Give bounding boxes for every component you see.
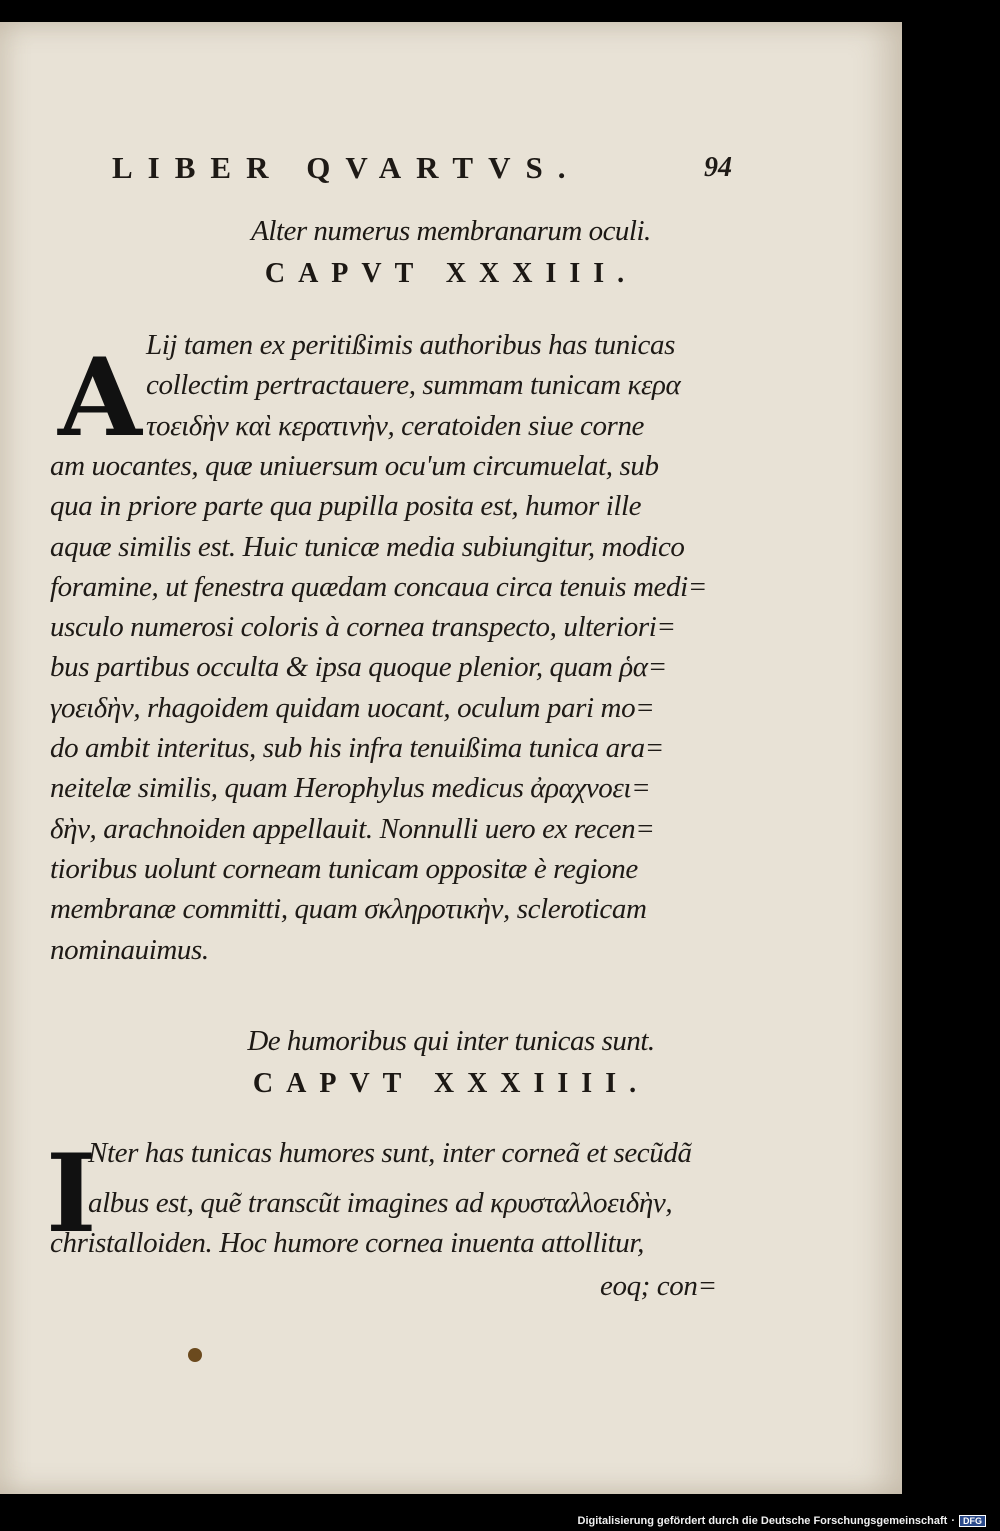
text-line: neitelæ similis, quam Herophylus medicus ἀραχνοει= bbox=[50, 772, 651, 805]
text-line: eoq; con= bbox=[600, 1270, 717, 1302]
text-line: Nter has tunicas humores sunt, inter corneã et secũdã bbox=[88, 1137, 692, 1169]
text-line: usculo numerosi coloris à cornea transpecto, ulteriori= bbox=[50, 611, 676, 644]
drop-cap-i: I bbox=[46, 1131, 97, 1257]
text-line: γοειδὴν, rhagoidem quidam uocant, oculum pari mo= bbox=[50, 691, 655, 724]
text-line: qua in priore parte qua pupilla posita est, humor ille bbox=[50, 490, 642, 523]
footer-credit: Digitalisierung gefördert durch die Deutsche Forschungsgemeinschaft · DFG bbox=[578, 1515, 986, 1527]
chapter-34-title: De humoribus qui inter tunicas sunt. bbox=[247, 1025, 655, 1057]
running-title: LIBER QVARTVS. bbox=[112, 150, 581, 185]
text-line: nominauimus. bbox=[50, 933, 209, 966]
page-number: 94 bbox=[704, 152, 732, 183]
dfg-logo: DFG bbox=[959, 1515, 986, 1527]
text-line: bus partibus occulta & ipsa quoque plenior, quam ῥα= bbox=[50, 651, 667, 684]
text-line: membranæ committi, quam σκληροτικὴν, scleroticam bbox=[50, 893, 647, 926]
text-line: albus est, quẽ transcũt imagines ad κρυσταλλοειδὴν, bbox=[88, 1187, 673, 1219]
text-line: foramine, ut fenestra quædam concaua circa tenuis medi= bbox=[50, 570, 707, 603]
credit-text: Digitalisierung gefördert durch die Deutsche Forschungsgemeinschaft bbox=[577, 1515, 948, 1527]
text-line: christalloiden. Hoc humore cornea inuenta attollitur, bbox=[50, 1227, 644, 1259]
text-line: am uocantes, quæ uniuersum ocu'um circumuelat, sub bbox=[50, 449, 659, 482]
text-line: aquæ similis est. Huic tunicæ media subiungitur, modico bbox=[50, 530, 685, 563]
text-line: do ambit interitus, sub his infra tenuißima tunica ara= bbox=[50, 732, 664, 764]
text-line: τοειδὴν καὶ κερατινὴν, ceratoiden siue corne bbox=[146, 409, 645, 442]
ink-spot bbox=[188, 1348, 202, 1362]
text-line: Lij tamen ex peritißimis authoribus has tunicas bbox=[146, 329, 675, 361]
text-line: tioribus uolunt corneam tunicam oppositæ è regione bbox=[50, 852, 638, 885]
page-header bbox=[112, 150, 732, 190]
chapter-34-heading: CAPVT XXXIIII. bbox=[252, 1068, 650, 1099]
text-line: collectim pertractauere, summam tunicam κερα bbox=[146, 369, 681, 402]
text-line: δὴν, arachnoiden appellauit. Nonnulli uero ex recen= bbox=[50, 812, 655, 845]
chapter-33-heading: CAPVT XXXIII. bbox=[264, 258, 638, 289]
chapter-33-title: Alter numerus membranarum oculi. bbox=[251, 215, 651, 247]
book-page bbox=[0, 22, 902, 1494]
drop-cap-a: A bbox=[58, 335, 142, 461]
